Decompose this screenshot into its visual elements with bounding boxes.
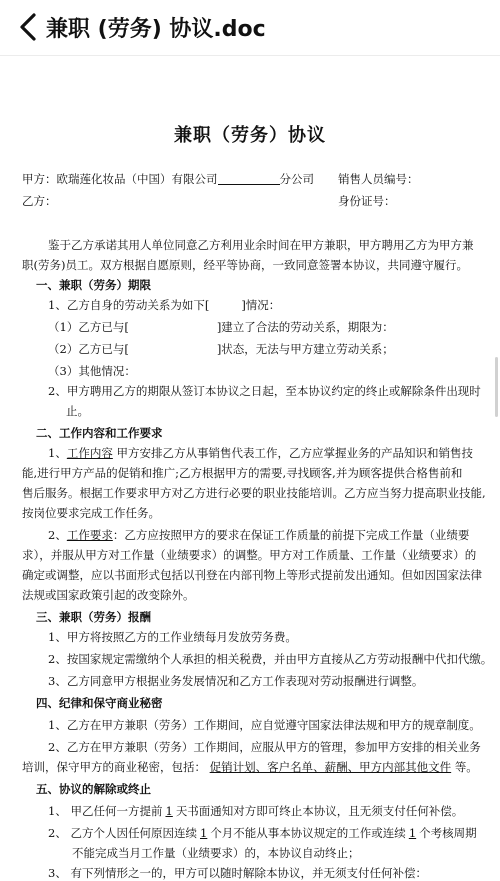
s5-item-2-cycles: 1 — [408, 826, 417, 840]
s2-item-1-num: 1、 — [48, 446, 67, 460]
s1-option-2-b: ]状态，无法与甲方建立劳动关系； — [216, 342, 394, 356]
s1-option-2-a: （2）乙方已与[ — [48, 342, 129, 356]
section-4-title: 四、纪律和保守商业秘密 — [36, 696, 163, 710]
s1-item-2-line-1: 2、甲方聘用乙方的期限从签订本协议之日起，至本协议约定的终止或解除条件出现时 — [48, 384, 481, 398]
s2-item-1-line-2: 能,进行甲方产品的促销和推广;乙方根据甲方的需要,寻找顾客,并为顾客提供合格售前和 — [22, 466, 463, 480]
section-2-title: 二、工作内容和工作要求 — [36, 426, 163, 440]
s3-item-1: 1、甲方将按照乙方的工作业绩每月发放劳务费。 — [48, 630, 297, 644]
s1-item-2-line-2: 止。 — [66, 404, 89, 418]
back-button[interactable] — [14, 10, 44, 44]
s4-item-1: 1、乙方在甲方兼职（劳务）工作期间，应自觉遵守国家法律法规和甲方的规章制度。 — [48, 718, 481, 732]
id-number-label: 身份证号： — [338, 194, 396, 208]
s5-item-2-c: 个考核周期 — [419, 826, 477, 840]
section-1-title: 一、兼职（劳务）期限 — [36, 278, 151, 292]
s2-item-2-num: 2、 — [48, 528, 67, 542]
s1-option-1 — [48, 319, 394, 335]
s1-option-1-b: ]建立了合法的劳动关系，期限为： — [216, 320, 394, 334]
s2-item-2-line-2: 求），并服从甲方对工作量（业绩要求）的调整。甲方对工作质量、工作量（业绩要求）的 — [22, 548, 477, 562]
top-bar — [0, 0, 500, 56]
file-title: 兼职 (劳务) 协议.doc — [46, 17, 266, 42]
s5-item-3: 3、 有下列情形之一的，甲方可以随时解除本协议，并无须支付任何补偿： — [48, 866, 427, 880]
s5-item-1 — [48, 803, 463, 819]
s3-item-3: 3、乙方同意甲方根据业务发展情况和乙方工作表现对劳动报酬进行调整。 — [48, 674, 424, 688]
s1-option-1-a: （1）乙方已与[ — [48, 320, 129, 334]
scrollbar-thumb[interactable] — [495, 357, 498, 417]
chevron-left-icon — [14, 10, 44, 44]
s2-item-2-line-3: 确定或调整，应以书面形式包括以刊登在内部刊物上等形式提前发出通知。但如因国家法律 — [22, 568, 482, 582]
s2-item-1-line-4: 按岗位要求完成工作任务。 — [22, 506, 160, 520]
party-a-name: 甲方：欧瑞莲化妆品（中国）有限公司 — [22, 172, 218, 186]
s4-item-2-line-2 — [22, 759, 478, 775]
s5-item-2-b: 个月不能从事本协议规定的工作或连续 — [210, 826, 406, 840]
s5-item-2-months: 1 — [199, 826, 208, 840]
s4-item-2-secrets: 促销计划、客户名单、薪酬、甲方内部其他文件 — [209, 760, 452, 774]
s1-option-2 — [48, 341, 394, 357]
intro-line-2: 职(劳务)员工。双方根据自愿原则，经平等协商，一致同意签署本协议，共同遵守履行。 — [22, 258, 468, 272]
s1-option-3: （3）其他情况： — [48, 364, 136, 378]
s2-item-2-text: ：乙方应按照甲方的要求在保证工作质量的前提下完成工作量（业绩要 — [112, 528, 470, 542]
s5-item-1-a: 1、 甲乙任何一方提前 — [48, 804, 163, 818]
s2-item-1-text: 甲方安排乙方从事销售代表工作，乙方应掌握业务的产品知识和销售技 — [116, 446, 473, 460]
intro-line-1: 鉴于乙方承诺其用人单位同意乙方利用业余时间在甲方兼职，甲方聘用乙方为甲方兼 — [48, 238, 474, 252]
s4-item-2-line-1: 2、乙方在甲方兼职（劳务）工作期间，应服从甲方的管理，参加甲方安排的相关业务 — [48, 740, 481, 754]
s2-item-1-heading: 工作内容 — [66, 446, 113, 460]
party-b-label: 乙方： — [22, 194, 57, 208]
document-viewer[interactable] — [0, 57, 500, 880]
s5-item-2-a: 2、 乙方个人因任何原因连续 — [48, 826, 197, 840]
s5-item-1-days: 1 — [165, 804, 173, 818]
sales-id-label: 销售人员编号： — [338, 172, 419, 186]
s1-item-1-a: 1、乙方自身的劳动关系为如下[ — [48, 298, 210, 312]
s1-item-1-b: ]情况： — [241, 298, 281, 312]
s2-item-2-heading: 工作要求 — [66, 528, 113, 542]
s3-item-2: 2、按国家规定需缴纳个人承担的相关税费，并由甲方直接从乙方劳动报酬中代扣代缴。 — [48, 652, 493, 666]
party-a-suffix: 分公司 — [279, 172, 314, 186]
s5-item-2-line-1 — [48, 825, 477, 841]
s4-item-2-pre: 培训，保守甲方的商业秘密，包括： — [22, 760, 206, 774]
s2-item-2-line-1 — [48, 527, 469, 543]
s4-item-2-post: 等。 — [454, 760, 478, 774]
document-title: 兼职（劳务）协议 — [174, 125, 326, 146]
party-a-line — [22, 171, 314, 187]
branch-blank — [218, 173, 280, 185]
section-3-title: 三、兼职（劳务）报酬 — [36, 610, 151, 624]
s2-item-1-line-3: 售后服务。根据工作要求甲方对乙方进行必要的职业技能培训。乙方应当努力提高职业技能, — [22, 486, 486, 500]
s2-item-2-line-4: 法规或国家政策引起的改变除外。 — [22, 588, 195, 602]
s5-item-2-line-2: 不能完成当月工作量（业绩要求）的，本协议自动终止； — [72, 846, 360, 860]
s5-item-1-b: 天书面通知对方即可终止本协议，且无须支付任何补偿。 — [175, 804, 464, 818]
section-5-title: 五、协议的解除或终止 — [36, 782, 151, 796]
s1-item-1 — [48, 297, 280, 313]
s2-item-1-line-1 — [48, 445, 473, 461]
